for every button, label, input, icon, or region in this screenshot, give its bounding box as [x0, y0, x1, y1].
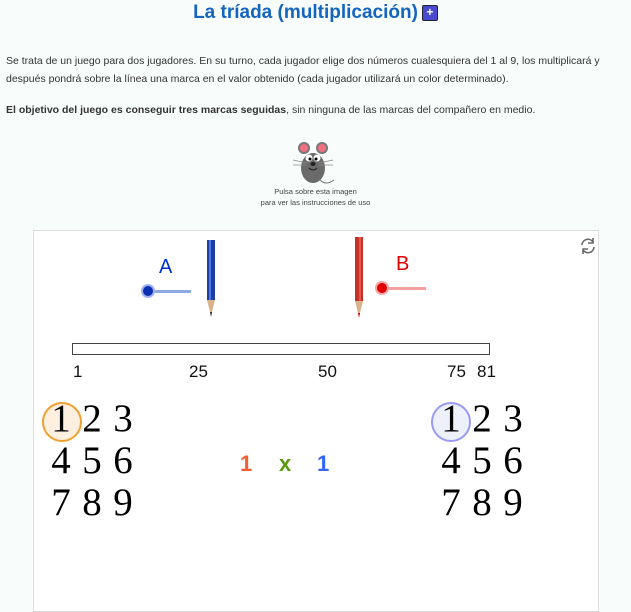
instructions-caption-1: Pulsa sobre esta imagen — [274, 187, 357, 196]
tick-label: 50 — [318, 362, 337, 381]
digit-button[interactable]: 2 — [472, 397, 492, 440]
tick-label: 25 — [189, 362, 208, 381]
digit-button[interactable]: 5 — [472, 439, 492, 482]
slider-a-handle[interactable] — [143, 286, 153, 296]
page-title: La tríada (multiplicación) + — [0, 2, 631, 24]
player-b-label: B — [396, 253, 410, 275]
digit-button[interactable]: 2 — [82, 397, 102, 440]
digit-button[interactable]: 8 — [472, 481, 492, 524]
intro-text: Se trata de un juego para dos jugadores. En su turno, cada jugador elige dos números cualesquiera del 1 al 9, los multiplicará y después pondrá sobre la línea una marca en el valor obtenido (cada jugador utilizará un color determinado). — [6, 55, 600, 85]
digit-button[interactable]: 7 — [441, 481, 461, 524]
blue-pencil-icon — [205, 240, 217, 318]
tick-label: 1 — [73, 362, 83, 381]
instructions-caption-2: para ver las instrucciones de uso — [260, 198, 371, 207]
digit-button[interactable]: 8 — [82, 481, 102, 524]
digit-button[interactable]: 6 — [503, 439, 523, 482]
digit-button[interactable]: 1 — [441, 397, 461, 440]
expand-icon[interactable]: + — [422, 5, 438, 21]
digit-button[interactable]: 7 — [51, 481, 71, 524]
slider-b-handle[interactable] — [377, 283, 387, 293]
digit-button[interactable]: 6 — [113, 439, 133, 482]
geogebra-applet[interactable] — [33, 230, 599, 612]
digit-button[interactable]: 1 — [51, 397, 71, 440]
number-line[interactable] — [72, 343, 490, 355]
slider-b-track[interactable] — [384, 287, 426, 290]
digit-button[interactable]: 9 — [503, 481, 523, 524]
tick-label: 81 — [477, 362, 496, 381]
digit-button[interactable]: 9 — [113, 481, 133, 524]
digit-button[interactable]: 4 — [51, 439, 71, 482]
red-pencil-icon — [353, 237, 365, 319]
tick-label: 75 — [447, 362, 466, 381]
player-a-label: A — [159, 256, 173, 278]
product-left-factor: 1 — [240, 451, 253, 476]
digit-button[interactable]: 4 — [441, 439, 461, 482]
slider-a-track[interactable] — [149, 290, 191, 293]
digit-button[interactable]: 5 — [82, 439, 102, 482]
objective-text: El objetivo del juego es conseguir tres marcas seguidas, sin ninguna de las marcas del compañero en medio. — [6, 104, 536, 116]
mouse-instructions-icon[interactable] — [290, 140, 336, 188]
digit-button[interactable]: 3 — [503, 397, 523, 440]
product-right-factor: 1 — [317, 451, 330, 476]
product-operator: x — [279, 451, 292, 476]
reset-icon[interactable] — [579, 237, 597, 255]
digit-button[interactable]: 3 — [113, 397, 133, 440]
